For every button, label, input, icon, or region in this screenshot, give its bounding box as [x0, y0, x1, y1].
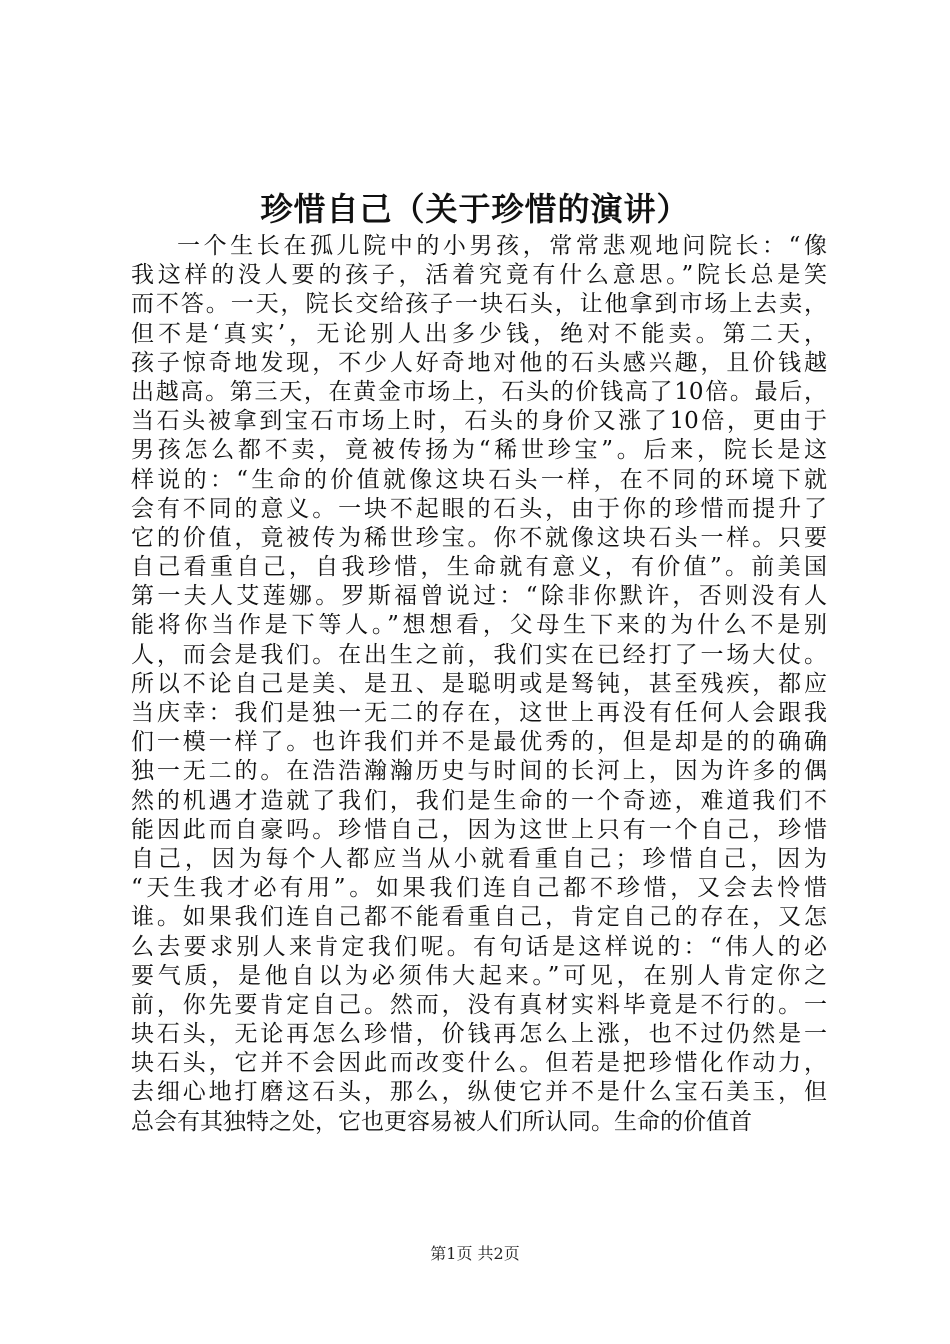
- text-line: 但不是‘真实’，无论别人出多少钱，绝对不能卖。第二天，: [131, 320, 827, 347]
- text-line: 会有不同的意义。一块不起眼的石头，由于你的珍惜而提升了: [131, 495, 827, 522]
- text-line: 当庆幸：我们是独一无二的存在，这世上再没有任何人会跟我: [131, 700, 827, 726]
- text-line: 们一模一样了。也许我们并不是最优秀的，但是却是的的确确: [131, 729, 827, 756]
- text-line: 男孩怎么都不卖，竟被传扬为“稀世珍宝”。后来，院长是这: [131, 437, 827, 464]
- text-line: 自己，因为每个人都应当从小就看重自己；珍惜自己，因为: [131, 845, 827, 872]
- document-title: 珍惜自己（关于珍惜的演讲）: [260, 190, 690, 228]
- body-paragraph: [131, 232, 827, 1137]
- text-line: 能因此而自豪吗。珍惜自己，因为这世上只有一个自己，珍惜: [131, 816, 827, 843]
- text-line: 自己看重自己，自我珍惜，生命就有意义，有价值”。前美国: [131, 554, 827, 581]
- text-line: 孩子惊奇地发现，不少人好奇地对他的石头感兴趣，且价钱越: [131, 349, 827, 376]
- text-line: 人，而会是我们。在出生之前，我们实在已经打了一场大仗。: [131, 641, 827, 668]
- text-line: 所以不论自己是美、是丑、是聪明或是驽钝，甚至残疾，都应: [131, 670, 827, 697]
- text-line: 出越高。第三天，在黄金市场上，石头的价钱高了10倍。最后，: [131, 378, 827, 405]
- text-line: 么去要求别人来肯定我们呢。有句话是这样说的：“伟人的必: [131, 933, 827, 960]
- text-line: 块石头，它并不会因此而改变什么。但若是把珍惜化作动力，: [131, 1050, 827, 1077]
- text-line: 要气质，是他自以为必须伟大起来。”可见，在别人肯定你之: [131, 962, 827, 989]
- text-line: 独一无二的。在浩浩瀚瀚历史与时间的长河上，因为许多的偶: [131, 758, 827, 785]
- text-line: 样说的：“生命的价值就像这块石头一样，在不同的环境下就: [131, 466, 827, 493]
- text-line: 当石头被拿到宝石市场上时，石头的身价又涨了10倍，更由于: [131, 408, 827, 435]
- text-line: 前，你先要肯定自己。然而，没有真材实料毕竟是不行的。一: [131, 991, 827, 1018]
- text-line: 然的机遇才造就了我们，我们是生命的一个奇迹，难道我们不: [131, 787, 827, 814]
- text-line: 它的价值，竟被传为稀世珍宝。你不就像这块石头一样。只要: [131, 524, 827, 551]
- text-line: 能将你当作是下等人。”想想看，父母生下来的为什么不是别: [131, 612, 827, 639]
- text-line: 块石头，无论再怎么珍惜，价钱再怎么上涨，也不过仍然是一: [131, 1021, 827, 1048]
- text-line: 去细心地打磨这石头，那么，纵使它并不是什么宝石美玉，但: [131, 1079, 827, 1106]
- text-line: 第一夫人艾莲娜。罗斯福曾说过：“除非你默许，否则没有人: [131, 583, 827, 610]
- text-line: 一个生长在孤儿院中的小男孩，常常悲观地问院长：“像: [177, 233, 827, 259]
- text-line: 而不答。一天，院长交给孩子一块石头，让他拿到市场上去卖，: [131, 291, 827, 318]
- text-line: 谁。如果我们连自己都不能看重自己，肯定自己的存在，又怎: [131, 904, 827, 931]
- text-line: 我这样的没人要的孩子，活着究竟有什么意思。”院长总是笑: [131, 262, 827, 289]
- text-line: “天生我才必有用”。如果我们连自己都不珍惜，又会去怜惜: [131, 875, 827, 902]
- page-number: 第1页 共2页: [430, 1244, 520, 1263]
- text-line: 总会有其独特之处，它也更容易被人们所认同。生命的价值首: [131, 1108, 752, 1135]
